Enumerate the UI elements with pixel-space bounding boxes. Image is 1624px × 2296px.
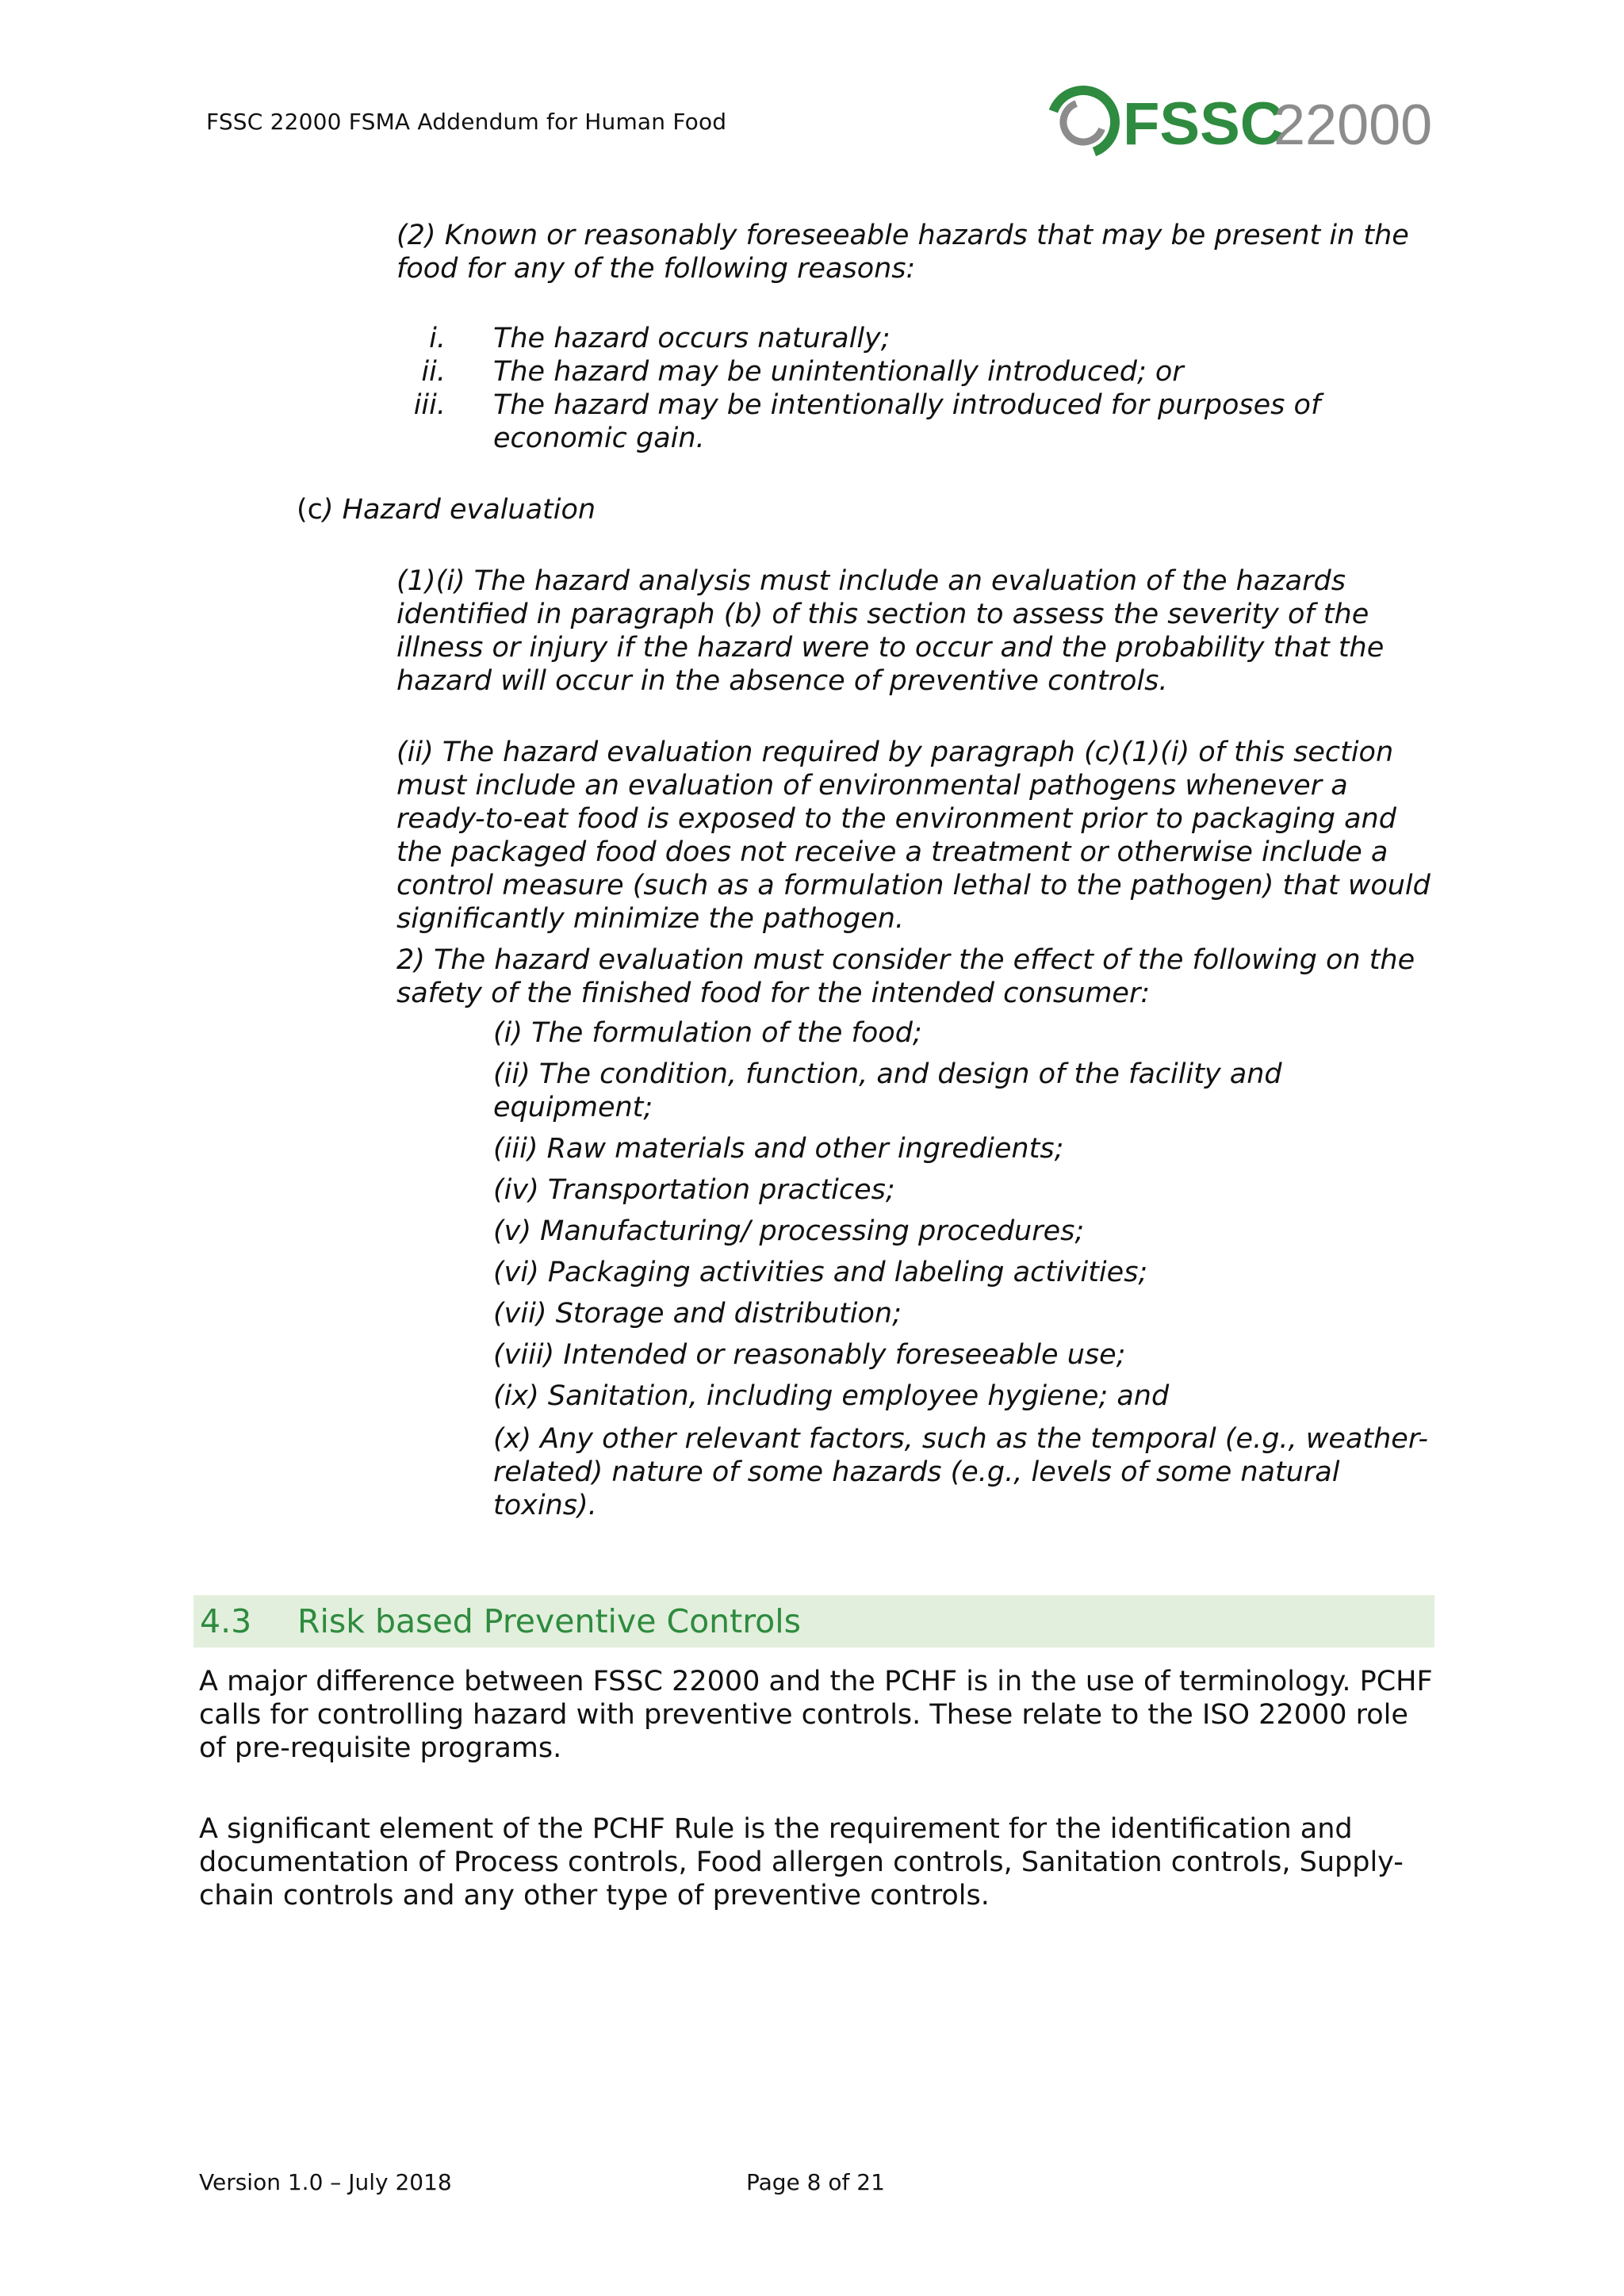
document-title: FSSC 22000 FSMA Addendum for Human Food: [206, 109, 727, 135]
svg-text:22000: 22000: [1274, 94, 1433, 157]
footer-page-number: Page 8 of 21: [746, 2169, 885, 2195]
svg-text:FSSC: FSSC: [1123, 90, 1284, 158]
list-item-number: ii.: [421, 356, 446, 388]
fssc-logo-graphic: [1044, 81, 1433, 163]
swirl-icon: [1043, 82, 1124, 163]
list-item: (vi) Packaging activities and labeling activities;: [493, 1257, 1148, 1288]
subsection-c-heading: [297, 493, 596, 526]
section-number: 4.3: [200, 1602, 252, 1640]
list-item: (iii) Raw materials and other ingredients;: [493, 1133, 1064, 1165]
list-item: (ix) Sanitation, including employee hygiene; and: [493, 1380, 1170, 1412]
paragraph-c1ii: (ii) The hazard evaluation required by paragraph (c)(1)(i) of this section must include an evaluation of environmental pathogens whenever a ready-to-eat food is exposed to the environment prior to packaging and the packaged food does not receive a treatment or otherwise include a control measure (such as a formulation lethal to the pathogen) that would significantly minimize the pathogen.: [396, 737, 1431, 935]
list-item-text: The hazard may be intentionally introduced for purposes of economic gain.: [493, 389, 1321, 454]
paragraph-c2: 2) The hazard evaluation must consider the effect of the following on the safety of the finished food for the intended consumer:: [396, 944, 1415, 1009]
list-item: (vii) Storage and distribution;: [493, 1298, 902, 1330]
list-item: (iv) Transportation practices;: [493, 1174, 895, 1206]
list-item: (ii) The condition, function, and design of the facility and equipment;: [493, 1058, 1282, 1123]
list-item: (v) Manufacturing/ processing procedures;: [493, 1215, 1085, 1247]
list-item: (viii) Intended or reasonably foreseeable use;: [493, 1339, 1126, 1371]
list-item-text: The hazard occurs naturally;: [493, 323, 891, 354]
subsection-c-title: ) Hazard evaluation: [322, 494, 596, 526]
footer-version: Version 1.0 – July 2018: [199, 2169, 452, 2195]
section-paragraph-1: A major difference between FSSC 22000 and the PCHF is in the use of terminology. PCHF calls for controlling hazard with preventive controls. These relate to the ISO 22000 role of pre-requisite programs.: [199, 1666, 1433, 1764]
list-item-text: The hazard may be unintentionally introduced; or: [493, 356, 1184, 388]
list-item-number: iii.: [413, 389, 446, 421]
list-item-number: i.: [429, 323, 446, 354]
section-title: Risk based Preventive Controls: [297, 1602, 802, 1640]
paragraph-c1i: (1)(i) The hazard analysis must include an evaluation of the hazards identified in paragraph (b) of this section to assess the severity of the illness or injury if the hazard were to occur and the probability that the hazard will occur in the absence of preventive controls.: [396, 565, 1385, 697]
fssc-logo: [1044, 81, 1433, 163]
paragraph-b2: (2) Known or reasonably foreseeable hazards that may be present in the food for any of the following reasons:: [396, 220, 1409, 285]
list-item: (i) The formulation of the food;: [493, 1017, 922, 1049]
section-paragraph-2: A significant element of the PCHF Rule is the requirement for the identification and documentation of Process controls, Food allergen controls, Sanitation controls, Supply-chain controls and any other type of preventive controls.: [199, 1813, 1404, 1911]
list-item: (x) Any other relevant factors, such as the temporal (e.g., weather-related) nature of some hazards (e.g., levels of some natural toxins).: [493, 1423, 1428, 1521]
subsection-c-prefix: (c: [297, 494, 323, 526]
